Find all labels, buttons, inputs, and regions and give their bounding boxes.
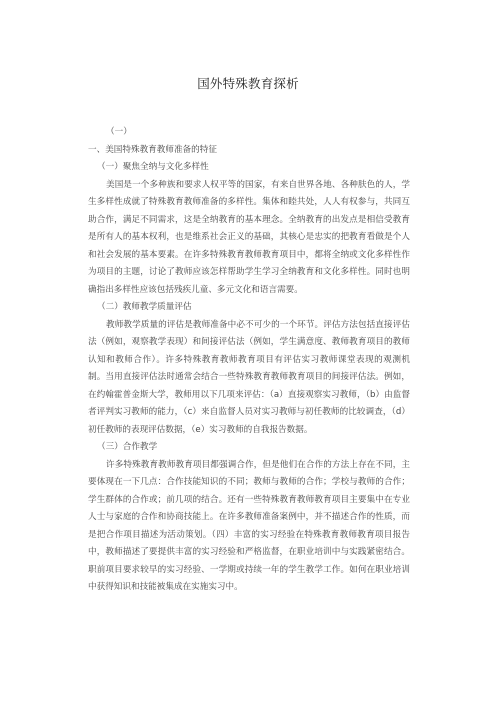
- subsection-heading: （一）聚焦全纳与文化多样性: [97, 162, 209, 172]
- document-body: [88, 124, 410, 597]
- paragraph: 许多特殊教育教师教育项目都强调合作，但是他们在合作的方法上存在不同，主要体现在一下几点：合作技能知识的不同；教师与教师的合作；学校与教师的合作；学生群体的合作或；前几项的结合。还有一些特殊教育教师教育项目主要集中在专业人士与家庭的合作和协商技能上。在许多教师准备案例中，并不描述合作的性质，而是把合作项目描述为活动策划。（四）丰富的实习经验在特殊教育教师教育项目报告中，教师描述了要提供丰富的实习经验和严格监督，在职业培训中与实践紧密结合。职前项目要求较早的实习经验、一学期或持续一年的学生教学工作。如何在职业培训中获得知识和技能被集成在实施实习中。: [88, 459, 410, 592]
- paragraph: 美国是一个多种族和要求人权平等的国家，有来自世界各地、各种肤色的人，学生多样性成就了特殊教育教师准备的多样性。集体和睦共处，人人有权参与，共同互助合作，满足不同需求，这是全纳教育的基本理念。全纳教育的出发点是相信受教育是所有人的基本权利，也是维系社会正义的基础，其核心是忠实的把教育看做是个人和社会发展的基本要素。在许多特殊教育教师教育项目中，都将全纳或文化多样性作为项目的主题，讨论了教师应该怎样帮助学生学习全纳教育和文化多样性。同时也明确指出多样性应该包括残疾儿童、多元文化和语言需要。: [88, 179, 410, 295]
- section-heading: 一、美国特殊教育教师准备的特征: [88, 144, 217, 155]
- subsection-heading: （二）教师教学质量评估: [97, 302, 192, 312]
- subsection-heading: （三）合作教学: [97, 442, 158, 452]
- section-number: （一）: [106, 127, 132, 137]
- paragraph: 教师教学质量的评估是教师准备中必不可少的一个环节。评估方法包括直接评估法（例如，观察教学表现）和间接评估法（例如，学生满意度、教师教育项目的教师认知和教师合作）。许多特殊教育教师教育项目有评估实习教师课堂表现的观测机制。当用直接评估法时通常会结合一些特殊教育教师教育项目的间接评估法。例如，在约翰霍普金斯大学，教师用以下几项来评估：（a）直接观察实习教师，（b）由监督者评判实习教师的能力，（c）来自监督人员对实习教师与初任教师的比较调查，（d）初任教师的表现评估数据，（e）实习教师的自我报告数据。: [88, 319, 410, 435]
- document-title: 国外特殊教育探析: [197, 76, 299, 91]
